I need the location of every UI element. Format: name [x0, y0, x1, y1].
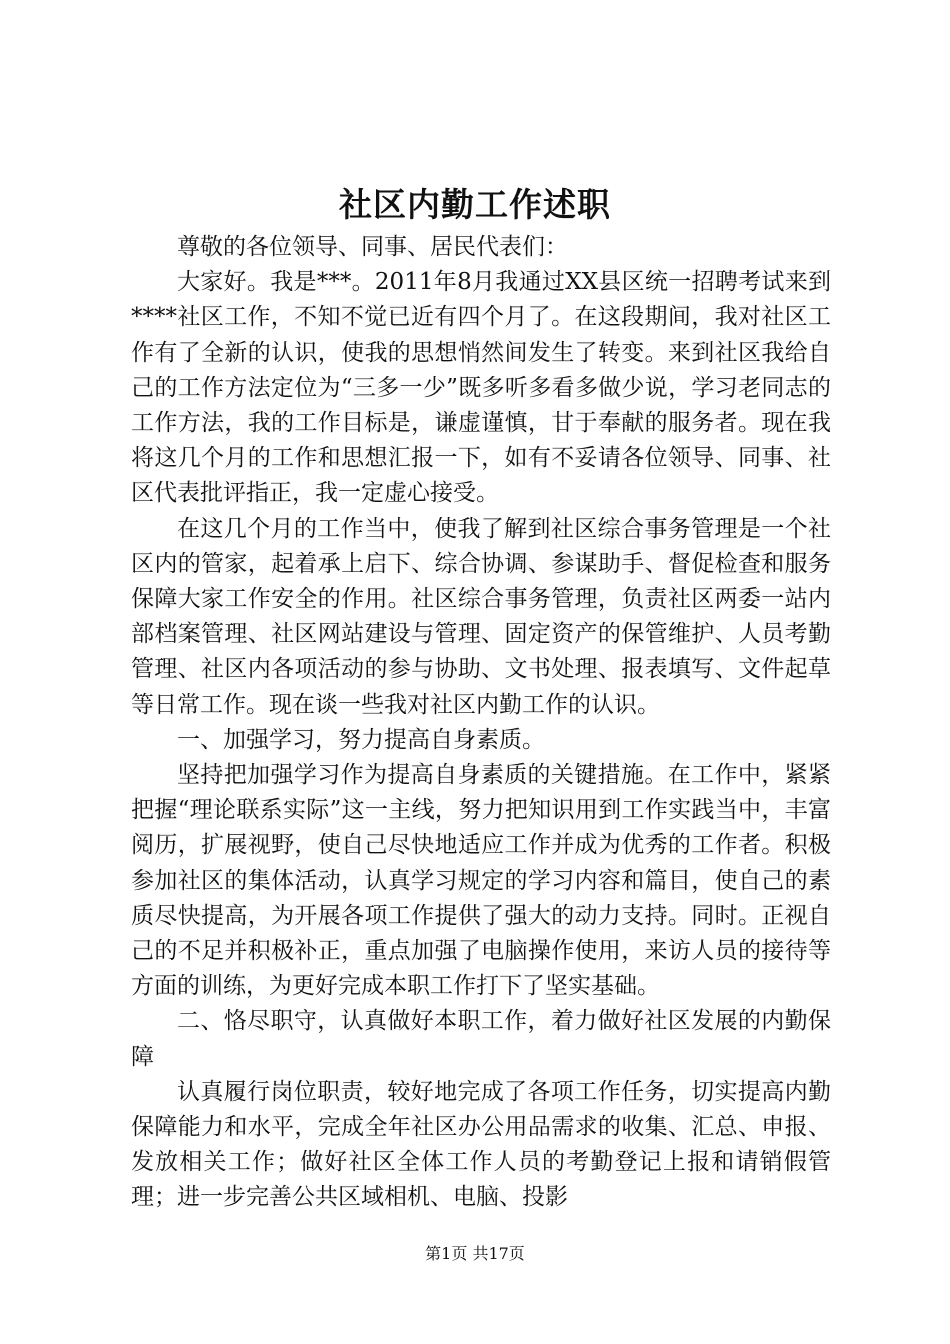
section-heading-1: 一、加强学习，努力提高自身素质。 — [177, 726, 545, 753]
role-paragraph: 在这几个月的工作当中，使我了解到社区综合事务管理是一个社区内的管家，起着承上启下、综合协调、参谋助手、督促检查和服务保障大家工作安全的作用。社区综合事务管理，负责社区两委一站内部档案管理、社区网站建设与管理、固定资产的保管维护、人员考勤管理、社区内各项活动的参与协助、文书处理、报表填写、文件起草等日常工作。现在谈一些我对社区内勤工作的认识。 — [131, 515, 831, 718]
duty-paragraph: 认真履行岗位职责，较好地完成了各项工作任务，切实提高内勤保障能力和水平，完成全年社区办公用品需求的收集、汇总、申报、发放相关工作；做好社区全体工作人员的考勤登记上报和请销假管理；进一步完善公共区域相机、电脑、投影 — [131, 1078, 831, 1211]
intro-paragraph: 大家好。我是***。2011年8月我通过XX县区统一招聘考试来到****社区工作，不知不觉已近有四个月了。在这段期间，我对社区工作有了全新的认识，使我的思想悄然间发生了转变。来到社区我给自己的工作方法定位为“三多一少”既多听多看多做少说，学习老同志的工作方法，我的工作目标是，谦虚谨慎，甘于奉献的服务者。现在我将这几个月的工作和思想汇报一下，如有不妥请各位领导、同事、社区代表批评指正，我一定虚心接受。 — [131, 269, 831, 507]
section-heading-2: 二、恪尽职守，认真做好本职工作，着力做好社区发展的内勤保障 — [131, 1008, 831, 1070]
page-footer: 第1页 共17页 — [425, 1244, 525, 1263]
salutation-paragraph: 尊敬的各位领导、同事、居民代表们： — [177, 234, 568, 260]
document-body — [131, 230, 831, 1216]
document-title: 社区内勤工作述职 — [339, 185, 611, 224]
study-paragraph: 坚持把加强学习作为提高自身素质的关键措施。在工作中，紧紧把握“理论联系实际”这一主线，努力把知识用到工作实践当中，丰富阅历，扩展视野，使自己尽快地适应工作并成为优秀的工作者。积极参加社区的集体活动，认真学习规定的学习内容和篇目，使自己的素质尽快提高，为开展各项工作提供了强大的动力支持。同时。正视自己的不足并积极补正，重点加强了电脑操作使用，来访人员的接待等方面的训练，为更好完成本职工作打下了坚实基础。 — [131, 762, 831, 1000]
